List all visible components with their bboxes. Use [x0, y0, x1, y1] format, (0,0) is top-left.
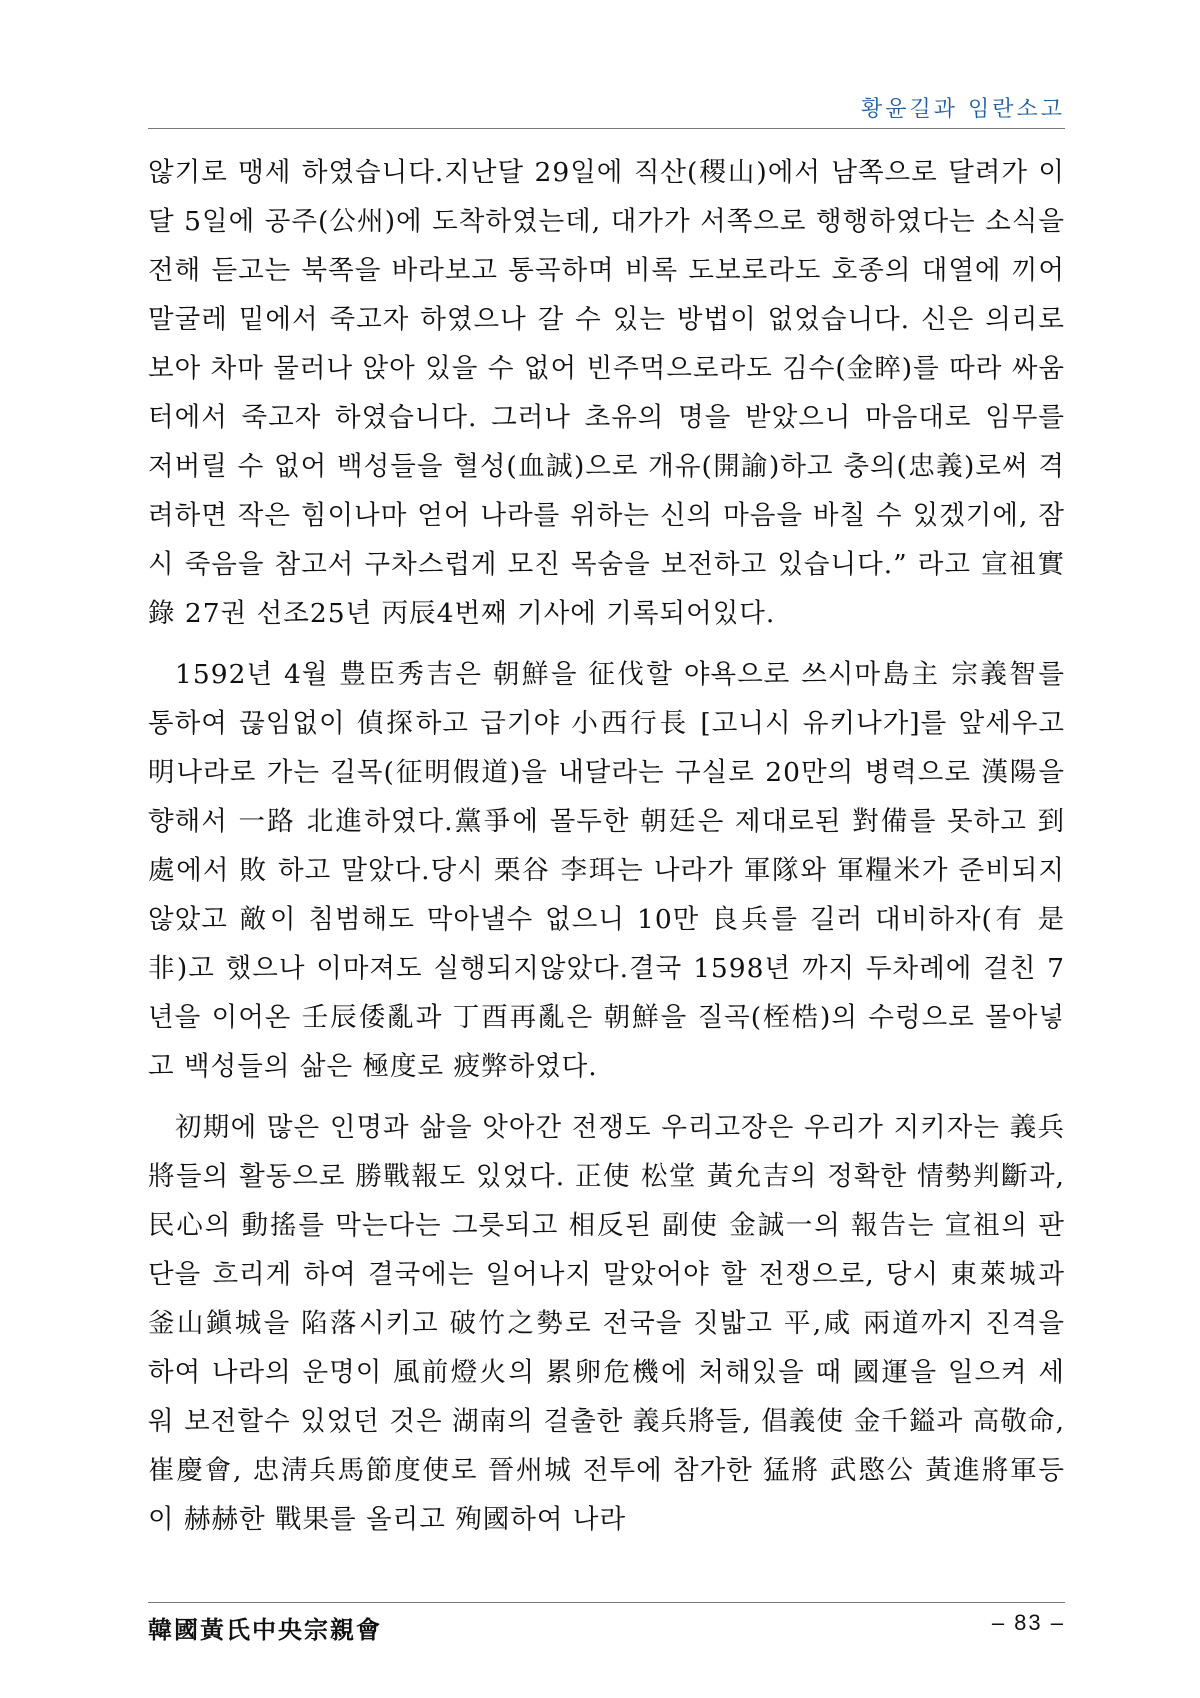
header-divider: [148, 128, 1065, 129]
paragraph-2: 1592년 4월 豊臣秀吉은 朝鮮을 征伐할 야욕으로 쓰시마島主 宗義智를 통하여 끊임없이 偵探하고 급기야 小西行長 [고니시 유키나가]를 앞세우고 明나라로 가는 길목(征明假道)을 내달라는 구실로 20만의 병력으로 漢陽을 향해서 一路 北進하였다.黨爭에 몰두한 朝廷은 제대로된 對備를 못하고 到處에서 敗 하고 말았다.당시 栗谷 李珥는 나라가 軍隊와 軍糧米가 준비되지 않았고 敵이 침범해도 막아낼수 없으니 10만 良兵를 길러 대비하자(有 是非)고 했으나 이마져도 실행되지않았다.결국 1598년 까지 두차례에 걸친 7년을 이어온 壬辰倭亂과 丁酉再亂은 朝鮮을 질곡(桎梏)의 수렁으로 몰아넣고 백성들의 삶은 極度로 疲弊하였다.: [148, 659, 1065, 1082]
page-number: – 83 –: [991, 1610, 1065, 1635]
paragraph-3: 初期에 많은 인명과 삶을 앗아간 전쟁도 우리고장은 우리가 지키자는 義兵將들의 활동으로 勝戰報도 있었다. 正使 松堂 黃允吉의 정확한 情勢判斷과, 民心의 動搖를 막는다는 그릇되고 相反된 副使 金誠一의 報告는 宣祖의 판단을 흐리게 하여 결국에는 일어나지 말았어야 할 전쟁으로, 당시 東萊城과 釜山鎭城을 陷落시키고 破竹之勢로 전국을 짓밟고 平,咸 兩道까지 진격을 하여 나라의 운명이 風前燈火의 累卵危機에 처해있을 때 國運을 일으켜 세워 보전할수 있었던 것은 湖南의 걸출한 義兵將들, 倡義使 金千鎰과 高敬命,崔慶會, 忠淸兵馬節度使로 晉州城 전투에 참가한 猛將 武愍公 黃進將軍등이 赫赫한 戰果를 올리고 殉國하여 나라: [148, 1112, 1065, 1535]
paragraph-1: 않기로 맹세 하였습니다.지난달 29일에 직산(稷山)에서 남쪽으로 달려가 이달 5일에 공주(公州)에 도착하였는데, 대가가 서쪽으로 행행하였다는 소식을 전해 듣고는 북쪽을 바라보고 통곡하며 비록 도보로라도 호종의 대열에 끼어 말굴레 밑에서 죽고자 하였으나 갈 수 있는 방법이 없었습니다. 신은 의리로 보아 차마 물러나 앉아 있을 수 없어 빈주먹으로라도 김수(金睟)를 따라 싸움터에서 죽고자 하였습니다. 그러나 초유의 명을 받았으니 마음대로 임무를 저버릴 수 없어 백성들을 혈성(血誠)으로 개유(開諭)하고 충의(忠義)로써 격려하면 작은 힘이나마 얻어 나라를 위하는 신의 마음을 바칠 수 있겠기에, 잠시 죽음을 참고서 구차스럽게 모진 목숨을 보전하고 있습니다.” 라고 宣祖實錄 27권 선조25년 丙辰4번째 기사에 기록되어있다.: [148, 157, 1065, 629]
running-title: 황윤길과 임란소고: [860, 97, 1065, 122]
footer-divider: [148, 1602, 1065, 1603]
body-text: [148, 148, 1065, 1556]
footer-organization: 韓國黃氏中央宗親會: [148, 1615, 382, 1644]
